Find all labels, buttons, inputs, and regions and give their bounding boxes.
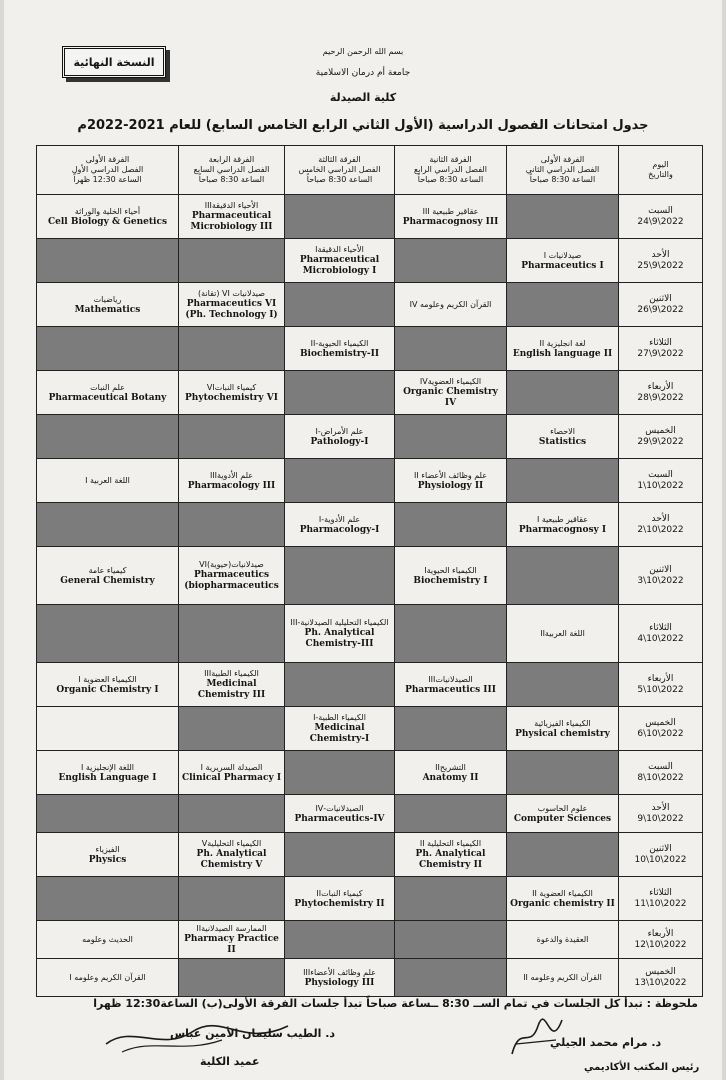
footer-note: ملحوظة : تبدأ كل الجلسات في تمام الســ 8:30 ــساعة صباحاً تبدأ جلسات الفرقة الأولى(ب) الساعة12:30 ظهرا xyxy=(93,997,698,1010)
table-row xyxy=(37,663,703,707)
day-date-cell xyxy=(619,459,703,503)
exam-subject-cell xyxy=(507,877,619,921)
subject-arabic: الأحياء الدقيقةIII xyxy=(204,201,259,210)
column-header-line: الفرقة الثانية xyxy=(429,155,472,164)
exam-subject-cell xyxy=(285,707,395,751)
column-header-line: والتاريخ xyxy=(648,170,673,179)
day-name: الأحد xyxy=(651,249,670,260)
subject-arabic: عقاقير طبيعية I xyxy=(536,514,589,524)
empty-shaded-cell xyxy=(179,707,285,751)
exam-date: 2022\10\5 xyxy=(637,684,684,695)
day-name: الخميس xyxy=(645,966,676,977)
day-date-cell xyxy=(619,751,703,795)
table-row xyxy=(37,605,703,663)
faculty-name: كلية الصيدلة xyxy=(329,91,397,104)
exam-schedule-table xyxy=(36,145,703,997)
table-row xyxy=(37,547,703,605)
exam-subject-cell xyxy=(395,283,507,327)
empty-shaded-cell xyxy=(285,371,395,415)
exam-subject-cell xyxy=(37,663,179,707)
day-date-cell xyxy=(619,371,703,415)
exam-subject-cell xyxy=(37,959,179,997)
empty-shaded-cell xyxy=(395,605,507,663)
day-name: الثلاثاء xyxy=(649,337,672,348)
table-row xyxy=(37,751,703,795)
day-date-cell xyxy=(619,921,703,959)
subject-english: Biochemistry-II xyxy=(299,348,380,359)
day-date-cell xyxy=(619,239,703,283)
table-row xyxy=(37,707,703,751)
subject-english: Ph. Analytical Chemistry-III xyxy=(304,628,375,649)
table-row xyxy=(37,195,703,239)
subject-english: Physiology III xyxy=(304,977,375,988)
subject-english: Pharmaceutics (biopharmaceutics xyxy=(184,570,279,591)
empty-shaded-cell xyxy=(37,605,179,663)
exam-subject-cell xyxy=(285,503,395,547)
day-date-cell xyxy=(619,877,703,921)
empty-shaded-cell xyxy=(285,663,395,707)
subject-english: Physical chemistry xyxy=(515,728,610,739)
subject-arabic: الأحياء الدقيقةI xyxy=(315,245,364,254)
exam-date: 2022\9\25 xyxy=(637,260,684,271)
empty-shaded-cell xyxy=(179,877,285,921)
column-header-line: الساعة 8:30 صباحاً xyxy=(529,175,596,184)
subject-arabic: اللغة الإنجليزية I xyxy=(80,762,135,772)
subject-arabic: الحديث وعلومه xyxy=(82,935,133,944)
column-header-line: الفرقة الأولى xyxy=(540,155,585,164)
subject-arabic: التشريحII xyxy=(435,762,466,772)
empty-shaded-cell xyxy=(395,327,507,371)
day-date-cell xyxy=(619,605,703,663)
table-row xyxy=(37,921,703,959)
empty-shaded-cell xyxy=(285,751,395,795)
subject-arabic: القرآن الكريم وعلومه I xyxy=(69,973,146,982)
subject-arabic: صيدلانيات I xyxy=(543,250,582,260)
empty-shaded-cell xyxy=(179,959,285,997)
empty-shaded-cell xyxy=(37,795,179,833)
registrar-title: رئيس المكتب الأكاديمي xyxy=(584,1062,700,1073)
dean-signature xyxy=(102,1018,292,1058)
empty-shaded-cell xyxy=(395,877,507,921)
empty-shaded-cell xyxy=(395,921,507,959)
exam-subject-cell xyxy=(395,459,507,503)
column-header-group xyxy=(179,146,285,195)
subject-arabic: علم الأدويةIII xyxy=(209,470,254,480)
column-header-line: الفرقة الثالثة xyxy=(318,155,361,164)
subject-english: Pharmaceutics VI (Ph. Technology I) xyxy=(185,299,278,320)
empty-shaded-cell xyxy=(37,503,179,547)
table-row xyxy=(37,239,703,283)
column-header-line: الساعة 8:30 صباحاً xyxy=(198,175,265,184)
subject-english: Clinical Pharmacy I xyxy=(181,772,282,783)
empty-shaded-cell xyxy=(179,415,285,459)
day-date-cell xyxy=(619,833,703,877)
day-name: الخميس xyxy=(645,717,676,728)
day-name: الأربعاء xyxy=(647,928,674,939)
subject-arabic: علم الأمراض-I xyxy=(315,426,364,436)
subject-english: Medicinal Chemistry III xyxy=(197,679,266,700)
empty-shaded-cell xyxy=(507,833,619,877)
exam-subject-cell xyxy=(37,921,179,959)
exam-subject-cell xyxy=(395,663,507,707)
exam-date: 2022\10\10 xyxy=(634,854,687,865)
dean-title: عميد الكلية xyxy=(200,1055,260,1068)
empty-shaded-cell xyxy=(179,239,285,283)
day-name: الأحد xyxy=(651,513,670,524)
empty-shaded-cell xyxy=(285,833,395,877)
subject-arabic: القرآن الكريم وعلومه II xyxy=(523,973,602,982)
exam-subject-cell xyxy=(37,547,179,605)
subject-english: Medicinal Chemistry-I xyxy=(309,723,370,744)
registrar-name: د. مرام محمد الجيلي xyxy=(550,1036,662,1049)
exam-subject-cell xyxy=(179,459,285,503)
subject-english: Anatomy II xyxy=(422,772,479,783)
subject-arabic: الكيمياء الحيويةI xyxy=(424,565,477,575)
empty-shaded-cell xyxy=(395,959,507,997)
table-row xyxy=(37,459,703,503)
exam-subject-cell xyxy=(285,877,395,921)
subject-english: Physiology II xyxy=(417,480,484,491)
subject-arabic: الكيمياء العضوية I xyxy=(78,674,137,684)
day-date-cell xyxy=(619,195,703,239)
empty-shaded-cell xyxy=(179,327,285,371)
exam-subject-cell xyxy=(37,833,179,877)
day-name: الأربعاء xyxy=(647,381,674,392)
table-row xyxy=(37,371,703,415)
column-header-group xyxy=(285,146,395,195)
day-name: الأربعاء xyxy=(647,673,674,684)
subject-arabic: علم الأدوية-I xyxy=(318,514,361,524)
university-name: جامعة أم درمان الاسلامية xyxy=(315,68,411,78)
exam-subject-cell xyxy=(285,327,395,371)
day-name: الاثنين xyxy=(649,564,672,575)
subject-arabic: الممارسة الصيدلانيةII xyxy=(196,924,267,933)
day-name: الثلاثاء xyxy=(649,887,672,898)
empty-shaded-cell xyxy=(395,415,507,459)
day-name: السبت xyxy=(648,205,673,216)
day-name: الاثنين xyxy=(649,843,672,854)
subject-english: Organic chemistry II xyxy=(510,898,615,909)
empty-shaded-cell xyxy=(179,795,285,833)
exam-date: 2022\10\2 xyxy=(637,524,684,535)
day-date-cell xyxy=(619,663,703,707)
subject-arabic: أحياء الخلية والوراثة xyxy=(74,206,141,216)
subject-arabic: العقيدة والدعوة xyxy=(536,935,589,944)
empty-shaded-cell xyxy=(285,283,395,327)
exam-date: 2022\10\11 xyxy=(634,898,687,909)
subject-english: Cell Biology & Genetics xyxy=(47,216,168,227)
exam-subject-cell xyxy=(507,327,619,371)
exam-subject-cell xyxy=(179,751,285,795)
subject-english: Pharmacology-I xyxy=(299,524,380,535)
exam-subject-cell xyxy=(395,371,507,415)
subject-arabic: الكيمياء الفيزيائية xyxy=(534,718,591,728)
column-header-line: الفرقة الرابعة xyxy=(208,155,255,164)
column-header-line: الساعة 12:30 ظهراً xyxy=(73,175,142,184)
exam-subject-cell xyxy=(37,283,179,327)
exam-date: 2022\10\12 xyxy=(634,939,687,950)
dean-name: د. الطيب سليمان الأمين عباس xyxy=(170,1027,336,1040)
day-name: الثلاثاء xyxy=(649,622,672,633)
subject-arabic: اللغة العربيةII xyxy=(540,629,585,638)
empty-shaded-cell xyxy=(507,371,619,415)
exam-subject-cell xyxy=(395,195,507,239)
column-header-line: الفصل الدراسي الأول xyxy=(71,165,144,174)
empty-shaded-cell xyxy=(285,547,395,605)
column-header-group xyxy=(507,146,619,195)
exam-subject-cell xyxy=(395,833,507,877)
column-header-line: الفصل الدراسي الرابع xyxy=(414,165,487,174)
day-date-cell xyxy=(619,959,703,997)
subject-arabic: علم وظائف الأعضاءIII xyxy=(303,967,376,977)
day-name: الأحد xyxy=(651,802,670,813)
empty-shaded-cell xyxy=(285,921,395,959)
exam-subject-cell xyxy=(285,959,395,997)
table-row xyxy=(37,877,703,921)
exam-date: 2022\9\26 xyxy=(637,304,684,315)
subject-arabic: علم النبات xyxy=(90,382,125,392)
exam-subject-cell xyxy=(179,921,285,959)
exam-subject-cell xyxy=(37,195,179,239)
day-date-cell xyxy=(619,327,703,371)
subject-english: Ph. Analytical Chemistry V xyxy=(196,849,267,870)
subject-arabic: لغة انجليزية II xyxy=(539,338,586,348)
subject-arabic: الكيمياء التحليلية الصيدلانية-III xyxy=(290,618,389,627)
subject-english: Phytochemistry II xyxy=(294,898,385,909)
day-name: الخميس xyxy=(645,425,676,436)
subject-english: Pharmacognosy I xyxy=(518,524,607,535)
exam-date: 2022\10\8 xyxy=(637,772,684,783)
subject-arabic: علوم الحاسوب xyxy=(537,803,588,813)
column-header-group xyxy=(395,146,507,195)
subject-arabic: الكيمياء العضويةIV xyxy=(419,377,482,386)
basmala: بسم الله الرحمن الرحيم xyxy=(322,47,404,56)
empty-shaded-cell xyxy=(37,415,179,459)
subject-english: Statistics xyxy=(538,436,587,447)
subject-arabic: عقاقير طبيعية III xyxy=(422,206,479,216)
exam-subject-cell xyxy=(507,503,619,547)
table-row xyxy=(37,327,703,371)
exam-subject-cell xyxy=(285,415,395,459)
subject-english: Pathology-I xyxy=(310,436,369,447)
empty-shaded-cell xyxy=(395,795,507,833)
subject-english: General Chemistry xyxy=(60,575,155,586)
subject-english: Organic Chemistry IV xyxy=(403,387,498,408)
empty-shaded-cell xyxy=(37,239,179,283)
final-version-stamp: النسخة النهائية xyxy=(62,46,166,78)
exam-date: 2022\10\6 xyxy=(637,728,684,739)
empty-shaded-cell xyxy=(37,877,179,921)
exam-subject-cell xyxy=(37,459,179,503)
column-header-line: الفصل الدراسي الثاني xyxy=(525,165,600,174)
subject-english: Pharmaceutics III xyxy=(405,684,496,695)
subject-arabic: الكيمياء التحليليةV xyxy=(201,839,262,848)
exam-date: 2022\10\1 xyxy=(637,480,684,491)
exam-subject-cell xyxy=(179,833,285,877)
subject-arabic: الكيمياء الطبيةIII xyxy=(204,669,259,678)
subject-arabic: كيمياء النباتVI xyxy=(206,382,257,392)
exam-subject-cell xyxy=(285,239,395,283)
empty-shaded-cell xyxy=(285,459,395,503)
page-title: جدول امتحانات الفصول الدراسية (الأول الثاني الرابع الخامس السابع) للعام 2021-2022م xyxy=(77,118,649,133)
exam-subject-cell xyxy=(507,921,619,959)
exam-subject-cell xyxy=(179,195,285,239)
empty-shaded-cell xyxy=(507,283,619,327)
column-header-day xyxy=(619,146,703,195)
subject-arabic: الصيدلانيات-IV xyxy=(315,803,364,813)
table-row xyxy=(37,795,703,833)
empty-shaded-cell xyxy=(507,459,619,503)
exam-subject-cell xyxy=(395,751,507,795)
subject-english: Pharmacognosy III xyxy=(402,216,499,227)
subject-arabic: علم وظائف الأعضاء II xyxy=(414,470,487,480)
empty-shaded-cell xyxy=(395,707,507,751)
table-header-row xyxy=(37,146,703,195)
exam-subject-cell xyxy=(507,959,619,997)
subject-arabic: القرآن الكريم وعلومه IV xyxy=(409,300,492,309)
exam-subject-cell xyxy=(507,239,619,283)
empty-shaded-cell xyxy=(179,605,285,663)
empty-shaded-cell xyxy=(507,663,619,707)
subject-english: Pharmacology III xyxy=(187,480,276,491)
day-date-cell xyxy=(619,795,703,833)
registrar-signature xyxy=(506,1014,566,1060)
day-date-cell xyxy=(619,547,703,605)
table-row xyxy=(37,283,703,327)
day-date-cell xyxy=(619,415,703,459)
exam-date: 2022\10\3 xyxy=(637,575,684,586)
exam-subject-cell xyxy=(507,795,619,833)
day-name: السبت xyxy=(648,761,673,772)
exam-subject-cell xyxy=(507,415,619,459)
subject-english: Computer Sciences xyxy=(513,813,612,824)
subject-english: English language II xyxy=(512,348,613,359)
subject-english: Pharmaceutics I xyxy=(521,260,604,271)
subject-arabic: الصيدلانياتIII xyxy=(428,674,473,684)
subject-english: Physics xyxy=(88,854,127,865)
day-date-cell xyxy=(619,707,703,751)
exam-subject-cell xyxy=(179,283,285,327)
exam-subject-cell xyxy=(285,795,395,833)
exam-subject-cell xyxy=(179,663,285,707)
empty-shaded-cell xyxy=(507,751,619,795)
day-date-cell xyxy=(619,503,703,547)
exam-date: 2022\10\13 xyxy=(634,977,687,988)
column-header-line: الساعة 8:30 صباحاً xyxy=(417,175,484,184)
empty-shaded-cell xyxy=(507,547,619,605)
subject-english: Pharmaceutical Botany xyxy=(48,392,167,403)
subject-arabic: الكيمياء التحليلية II xyxy=(419,839,482,848)
column-header-line: اليوم xyxy=(652,160,669,169)
day-name: السبت xyxy=(648,469,673,480)
exam-date: 2022\9\24 xyxy=(637,216,684,227)
exam-date: 2022\9\29 xyxy=(637,436,684,447)
subject-english: Pharmaceutics-IV xyxy=(294,813,385,824)
empty-cell xyxy=(37,707,179,751)
column-header-line: الفرقة الأولى xyxy=(85,155,130,164)
subject-english: Biochemistry I xyxy=(413,575,488,586)
subject-english: Pharmaceutical Microbiology III xyxy=(190,211,273,232)
table-row xyxy=(37,415,703,459)
exam-subject-cell xyxy=(285,605,395,663)
subject-arabic: رياضيات xyxy=(93,294,122,304)
subject-arabic: صيدلانيات VI (تقانة) xyxy=(198,289,265,298)
subject-arabic: الفيزياء xyxy=(95,844,120,854)
empty-shaded-cell xyxy=(395,239,507,283)
empty-shaded-cell xyxy=(285,195,395,239)
subject-english: Mathematics xyxy=(74,304,141,315)
table-row xyxy=(37,503,703,547)
subject-english: Organic Chemistry I xyxy=(56,684,159,695)
column-header-line: الفصل الدراسي السابع xyxy=(193,165,270,174)
exam-date: 2022\9\28 xyxy=(637,392,684,403)
column-header-line: الفصل الدراسي الخامس xyxy=(298,165,381,174)
subject-arabic: الكيمياء الحيوية-II xyxy=(310,338,369,348)
subject-arabic: اللغة العربية I xyxy=(85,476,130,485)
exam-date: 2022\10\9 xyxy=(637,813,684,824)
exam-subject-cell xyxy=(37,371,179,415)
subject-arabic: صيدلانيات(حيوية)VI xyxy=(199,560,264,569)
exam-subject-cell xyxy=(395,547,507,605)
day-name: الاثنين xyxy=(649,293,672,304)
subject-arabic: الكيمياء العضوية II xyxy=(532,888,593,898)
exam-subject-cell xyxy=(37,751,179,795)
exam-subject-cell xyxy=(507,605,619,663)
subject-english: English Language I xyxy=(58,772,157,783)
exam-date: 2022\9\27 xyxy=(637,348,684,359)
subject-english: Ph. Analytical Chemistry II xyxy=(415,849,486,870)
empty-shaded-cell xyxy=(507,195,619,239)
document-page xyxy=(4,0,722,1080)
subject-english: Pharmaceutical Microbiology I xyxy=(299,255,380,276)
exam-date: 2022\10\4 xyxy=(637,633,684,644)
empty-shaded-cell xyxy=(179,503,285,547)
subject-arabic: الاحصاء xyxy=(550,426,575,436)
exam-subject-cell xyxy=(179,371,285,415)
exam-subject-cell xyxy=(179,547,285,605)
table-row xyxy=(37,959,703,997)
column-header-group xyxy=(37,146,179,195)
day-date-cell xyxy=(619,283,703,327)
subject-arabic: الكيمياء الطبية-I xyxy=(313,713,366,722)
subject-english: Phytochemistry VI xyxy=(185,392,278,403)
exam-subject-cell xyxy=(507,707,619,751)
subject-arabic: كيمياء عامة xyxy=(88,565,127,575)
empty-shaded-cell xyxy=(395,503,507,547)
subject-arabic: كيمياء النباتII xyxy=(316,888,363,898)
table-row xyxy=(37,833,703,877)
subject-arabic: الصيدلة السريرية I xyxy=(200,762,263,772)
subject-english: Pharmacy Practice II xyxy=(184,934,279,955)
empty-shaded-cell xyxy=(37,327,179,371)
column-header-line: الساعة 8:30 صباحاً xyxy=(306,175,373,184)
